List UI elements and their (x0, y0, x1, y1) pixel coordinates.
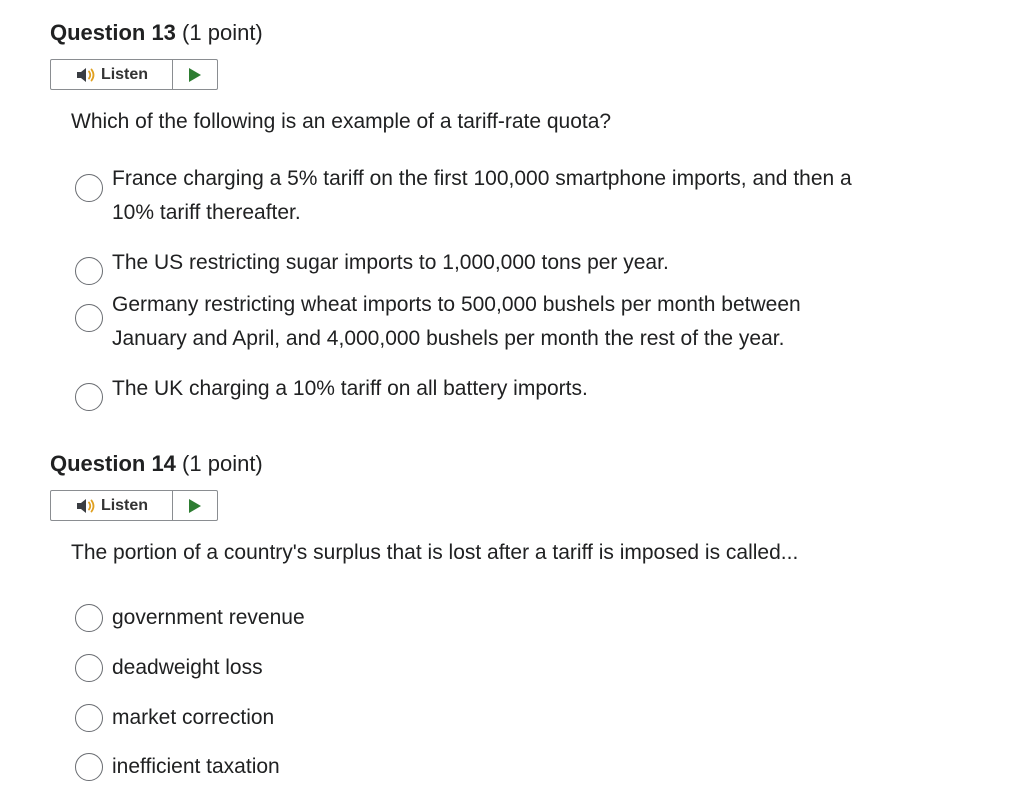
option-label: deadweight loss (112, 656, 263, 679)
question-title: Question 13 (50, 20, 176, 45)
listen-widget (50, 490, 218, 521)
radio-button[interactable] (75, 257, 103, 285)
question-points: (1 point) (182, 451, 263, 476)
listen-widget (50, 59, 218, 90)
option-label: government revenue (112, 606, 305, 629)
option-label: market correction (112, 706, 275, 729)
option-label: France charging a 5% tariff on the first 100,000 smartphone imports, and then a (112, 167, 852, 190)
question-heading (50, 449, 990, 479)
listen-button[interactable] (51, 60, 173, 89)
play-button[interactable] (173, 60, 217, 89)
question-text: The portion of a country's surplus that is lost after a tariff is imposed is called... (71, 541, 799, 564)
option-label: The US restricting sugar imports to 1,000,000 tons per year. (112, 251, 669, 274)
question-points: (1 point) (182, 20, 263, 45)
radio-button[interactable] (75, 604, 103, 632)
speaker-icon (75, 66, 97, 84)
question-13 (50, 18, 990, 400)
radio-button[interactable] (75, 383, 103, 411)
question-heading (50, 18, 990, 48)
option-label: The UK charging a 10% tariff on all battery imports. (112, 377, 588, 400)
play-icon (188, 498, 202, 514)
option-label-continued: 10% tariff thereafter. (112, 201, 301, 224)
radio-button[interactable] (75, 654, 103, 682)
question-14 (50, 449, 990, 778)
play-icon (188, 67, 202, 83)
listen-label: Listen (100, 65, 149, 83)
radio-button[interactable] (75, 753, 103, 781)
option-label: inefficient taxation (112, 755, 280, 778)
question-text: Which of the following is an example of a tariff-rate quota? (71, 110, 612, 133)
listen-button[interactable] (51, 491, 173, 520)
radio-button[interactable] (75, 174, 103, 202)
radio-button[interactable] (75, 704, 103, 732)
listen-label: Listen (100, 496, 149, 514)
radio-button[interactable] (75, 304, 103, 332)
option-label-continued: January and April, and 4,000,000 bushels per month the rest of the year. (112, 327, 785, 350)
option-label: Germany restricting wheat imports to 500,000 bushels per month between (112, 293, 801, 316)
play-button[interactable] (173, 491, 217, 520)
question-title: Question 14 (50, 451, 176, 476)
speaker-icon (75, 497, 97, 515)
